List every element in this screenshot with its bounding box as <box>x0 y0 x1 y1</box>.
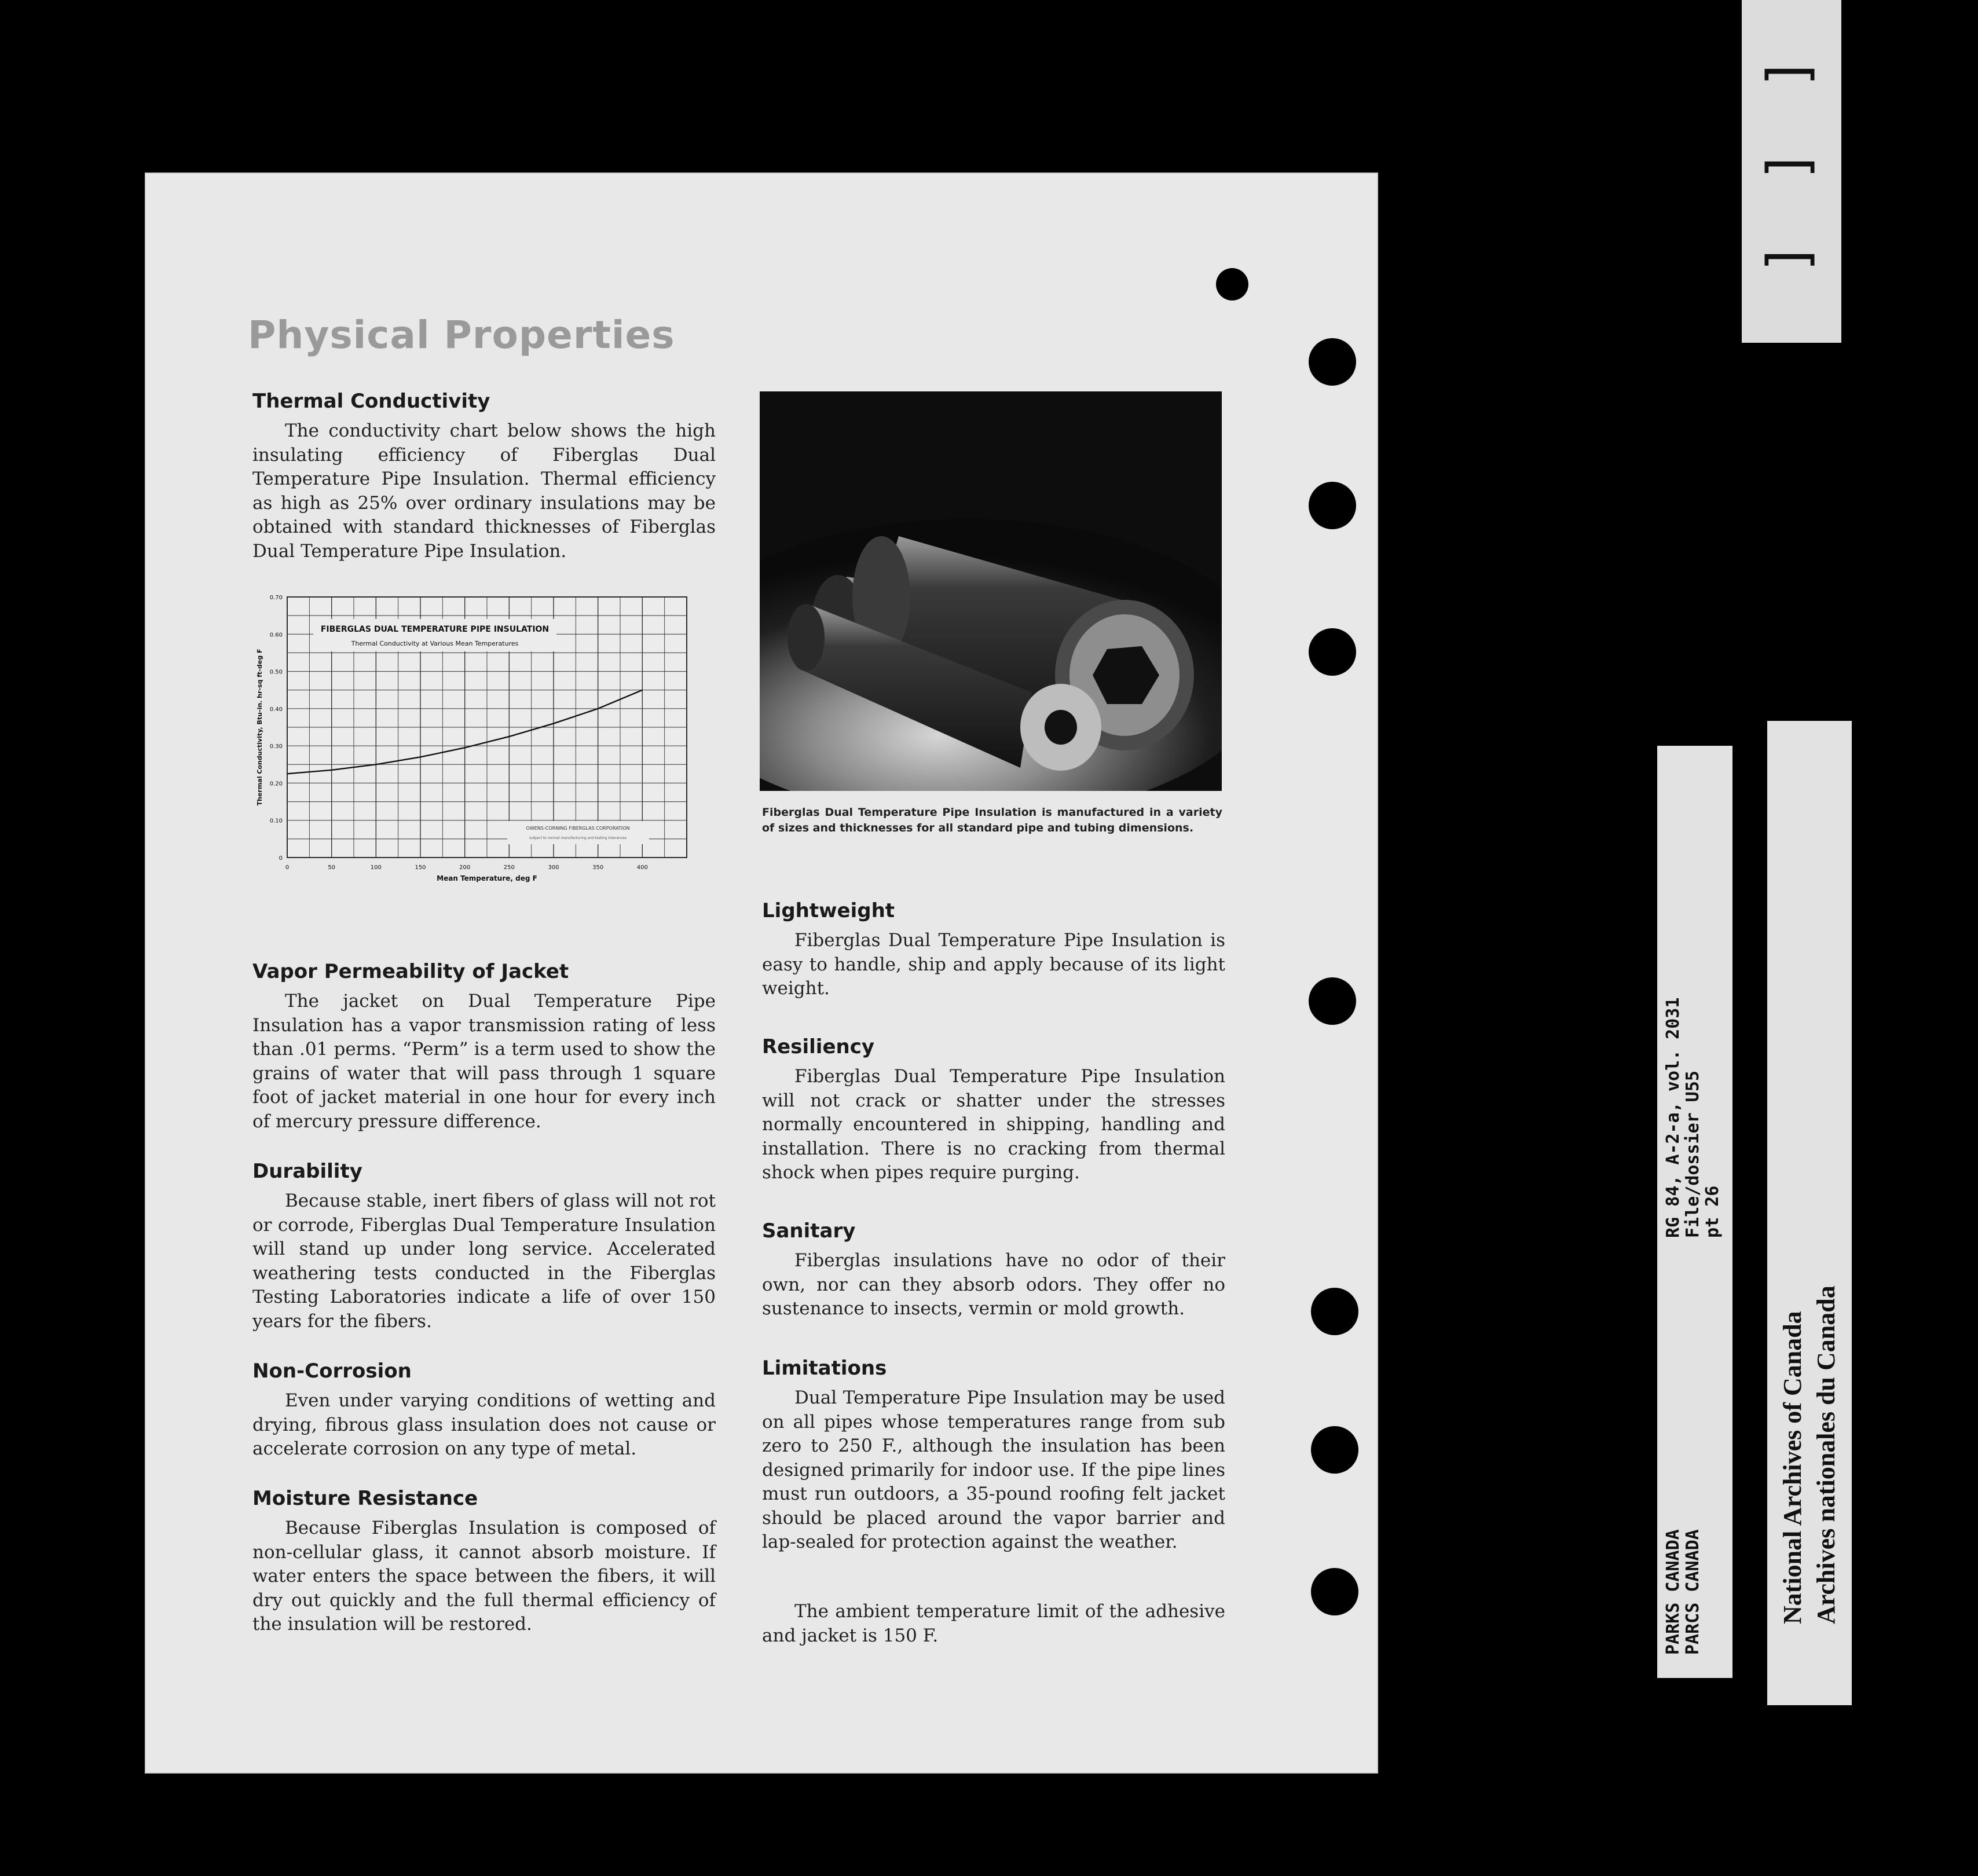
punch-hole <box>1311 1426 1358 1474</box>
page-title: Physical Properties <box>248 313 675 357</box>
national-archives-label <box>1767 721 1852 1705</box>
chart-y-tick-label: 0.50 <box>269 669 283 676</box>
chart-note-box <box>507 821 649 844</box>
file-ref-dossier: File/dossier U55 <box>1683 1071 1703 1238</box>
chart-y-tick-label: 0.20 <box>269 781 283 787</box>
archives-english: National Archives of Canada <box>1778 1311 1807 1624</box>
punch-hole <box>1311 1288 1358 1335</box>
heading-limitations: Limitations <box>762 1357 887 1380</box>
chart-y-axis-label: Thermal Conductivity, Btu-in. hr-sq ft-deg F <box>256 648 263 806</box>
chart-y-tick-label: 0.10 <box>269 818 283 825</box>
text-limitations: Dual Temperature Pipe Insulation may be used on all pipes whose temperatures range from sub zero to 250 F., although the insulation has been designed primarily for indoor use. If the pipe lines must run outdoors, a 35-pound roofing felt jacket should be placed around the vapor barrier and lap-sealed for protection against the weather. <box>762 1387 1225 1552</box>
text-resiliency: Fiberglas Dual Temperature Pipe Insulation will not crack or shatter under the stresses normally encountered in shipping, handling and installation. There is no cracking from thermal shock when pipes require purging. <box>762 1066 1225 1183</box>
chart-note-line1: OWENS-CORNING FIBERGLAS CORPORATION <box>526 826 630 831</box>
punch-hole <box>1309 977 1356 1025</box>
parcs-canada-label: PARCS CANADA <box>1683 1529 1703 1655</box>
chart-x-axis-label: Mean Temperature, deg F <box>437 874 537 882</box>
heading-lightweight: Lightweight <box>762 899 895 922</box>
punch-hole <box>1309 628 1356 676</box>
parks-file-label <box>1657 746 1732 1678</box>
heading-resiliency: Resiliency <box>762 1035 875 1058</box>
film-marker-strip <box>1742 0 1841 343</box>
chart-x-tick-label: 150 <box>415 864 426 871</box>
conductivity-chart <box>252 587 716 899</box>
text-moisture-resistance: Because Fiberglas Insulation is composed of non-cellular glass, it cannot absorb moisture. If water enters the space between the fibers, it will dry out quickly and the full thermal efficiency of the insulation will be restored. <box>252 1518 716 1635</box>
chart-y-tick-label: 0.60 <box>269 632 283 639</box>
chart-x-tick-label: 100 <box>370 864 382 871</box>
heading-non-corrosion: Non-Corrosion <box>252 1360 412 1383</box>
heading-vapor-permeability: Vapor Permeability of Jacket <box>252 960 569 983</box>
document-page <box>145 173 1378 1774</box>
text-lightweight: Fiberglas Dual Temperature Pipe Insulation is easy to handle, ship and apply because of its light weight. <box>762 930 1225 999</box>
chart-y-tick-label: 0.70 <box>269 595 283 601</box>
film-mark: [ <box>1759 56 1823 90</box>
chart-x-tick-label: 400 <box>636 864 648 871</box>
chart-x-tick-label: 350 <box>592 864 604 871</box>
text-thermal-conductivity: The conductivity chart below shows the high insulating efficiency of Fiberglas Dual Temperature Pipe Insulation. Thermal efficiency as high as 25% over ordinary insulations may be obtained with standard thicknesses of Fiberglas Dual Temperature Pipe Insulation. <box>252 420 716 562</box>
chart-note-line2: subject to normal manufacturing and testing tolerances <box>529 836 627 840</box>
text-non-corrosion: Even under varying conditions of wetting and drying, fibrous glass insulation does not cause or accelerate corrosion on any type of metal. <box>252 1390 716 1459</box>
film-mark: [ <box>1759 149 1823 182</box>
chart-title: FIBERGLAS DUAL TEMPERATURE PIPE INSULATION <box>320 625 550 634</box>
text-vapor-permeability: The jacket on Dual Temperature Pipe Insulation has a vapor transmission rating of less than .01 perms. “Perm” is a term used to show the grains of water that will pass through 1 square foot of jacket material in one hour for every inch of mercury pressure difference. <box>252 991 716 1132</box>
chart-x-tick-label: 200 <box>459 864 471 871</box>
chart-y-tick-label: 0.30 <box>269 743 283 750</box>
heading-durability: Durability <box>252 1160 362 1183</box>
pipe-insulation-photo <box>760 391 1222 791</box>
film-mark: [ <box>1759 241 1823 275</box>
text-sanitary: Fiberglas insulations have no odor of their own, nor can they absorb odors. They offer no sustenance to insects, vermin or mold growth. <box>762 1250 1225 1319</box>
photo-caption: Fiberglas Dual Temperature Pipe Insulation is manufactured in a variety of sizes and thicknesses for all standard pipe and tubing dimensions. <box>762 806 1222 834</box>
heading-thermal-conductivity: Thermal Conductivity <box>252 390 490 413</box>
punch-hole <box>1309 338 1356 386</box>
chart-x-tick-label: 300 <box>548 864 559 871</box>
file-ref-part: pt 26 <box>1702 1185 1723 1238</box>
file-ref-rg: RG 84, A-2-a, vol. 2031 <box>1663 997 1683 1238</box>
chart-x-tick-label: 0 <box>285 864 290 871</box>
chart-y-tick-label: 0.40 <box>269 706 283 713</box>
punch-hole <box>1311 1568 1358 1615</box>
punch-hole <box>1216 268 1248 301</box>
chart-x-tick-label: 50 <box>328 864 336 871</box>
heading-sanitary: Sanitary <box>762 1219 856 1243</box>
punch-hole <box>1309 482 1356 529</box>
heading-moisture-resistance: Moisture Resistance <box>252 1487 478 1510</box>
text-limitations-2: The ambient temperature limit of the adhesive and jacket is 150 F. <box>762 1601 1225 1646</box>
text-durability: Because stable, inert fibers of glass will not rot or corrode, Fiberglas Dual Temperature Insulation will stand up under long service. Accelerated weathering tests conducted in the Fiberglas Testing Laboratories indicate a life of over 150 years for the fibers. <box>252 1190 716 1332</box>
archives-french: Archives nationales du Canada <box>1812 1285 1840 1624</box>
chart-subtitle: Thermal Conductivity at Various Mean Temperatures <box>351 640 519 647</box>
chart-y-tick-label: 0 <box>279 855 283 862</box>
conductivity-chart-svg <box>252 587 716 899</box>
chart-x-tick-label: 250 <box>503 864 515 871</box>
parks-canada-label: PARKS CANADA <box>1663 1529 1683 1655</box>
